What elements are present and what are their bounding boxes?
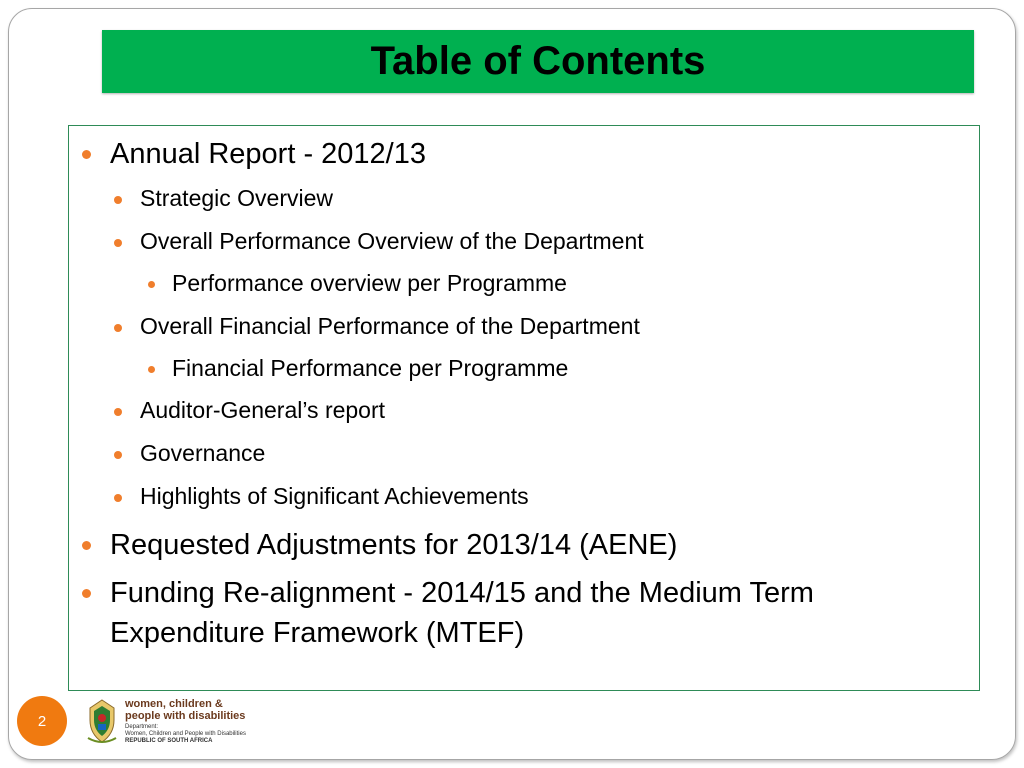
bullet-icon (82, 541, 91, 550)
list-item-text: Requested Adjustments for 2013/14 (AENE) (110, 529, 678, 561)
logo-line1: women, children & (125, 698, 223, 710)
list-item (140, 483, 529, 510)
logo-line2: people with disabilities (125, 710, 246, 722)
bullet-icon (148, 366, 155, 373)
title-bar (102, 30, 974, 93)
list-item-text: Auditor-General’s report (140, 397, 386, 423)
page-number: 2 (37, 712, 47, 730)
page-number-badge (17, 696, 67, 746)
logo-dept (125, 724, 246, 738)
logo-country: REPUBLIC OF SOUTH AFRICA (125, 738, 213, 744)
list-item (140, 228, 644, 255)
list-item-text: Financial Performance per Programme (172, 355, 569, 381)
list-item (140, 185, 333, 212)
bullet-icon (114, 451, 122, 459)
list-item (110, 134, 426, 174)
list-item (140, 313, 640, 340)
bullet-icon (114, 494, 122, 502)
list-item-text: Annual Report - 2012/13 (110, 138, 426, 170)
list-item-text: Highlights of Significant Achievements (140, 483, 529, 509)
list-item-text: Governance (140, 440, 266, 466)
list-item (110, 525, 677, 565)
list-item-text: Strategic Overview (140, 185, 334, 211)
list-item-text: Performance overview per Programme (172, 270, 567, 296)
slide-title: Table of Contents (370, 39, 706, 83)
list-item (110, 573, 814, 653)
list-item (172, 355, 568, 382)
bullet-icon (148, 281, 155, 288)
logo-dept-name: Women, Children and People with Disabilities (125, 731, 246, 737)
bullet-icon (82, 589, 91, 598)
logo-text (125, 698, 245, 722)
coat-of-arms-logo (84, 698, 120, 751)
list-item (140, 440, 265, 467)
list-item (172, 270, 567, 297)
bullet-icon (114, 196, 122, 204)
bullet-icon (114, 408, 122, 416)
bullet-icon (82, 150, 91, 159)
list-item-text-continuation: Expenditure Framework (MTEF) (110, 617, 525, 649)
coat-of-arms-icon (84, 698, 120, 746)
list-item-text: Overall Performance Overview of the Department (140, 228, 644, 254)
bullet-icon (114, 324, 122, 332)
bullet-icon (114, 239, 122, 247)
logo-dept-label: Department: (125, 724, 159, 730)
list-item (140, 397, 385, 424)
list-item-text: Overall Financial Performance of the Department (140, 313, 640, 339)
list-item-text: Funding Re-alignment - 2014/15 and the Medium Term (110, 577, 814, 609)
